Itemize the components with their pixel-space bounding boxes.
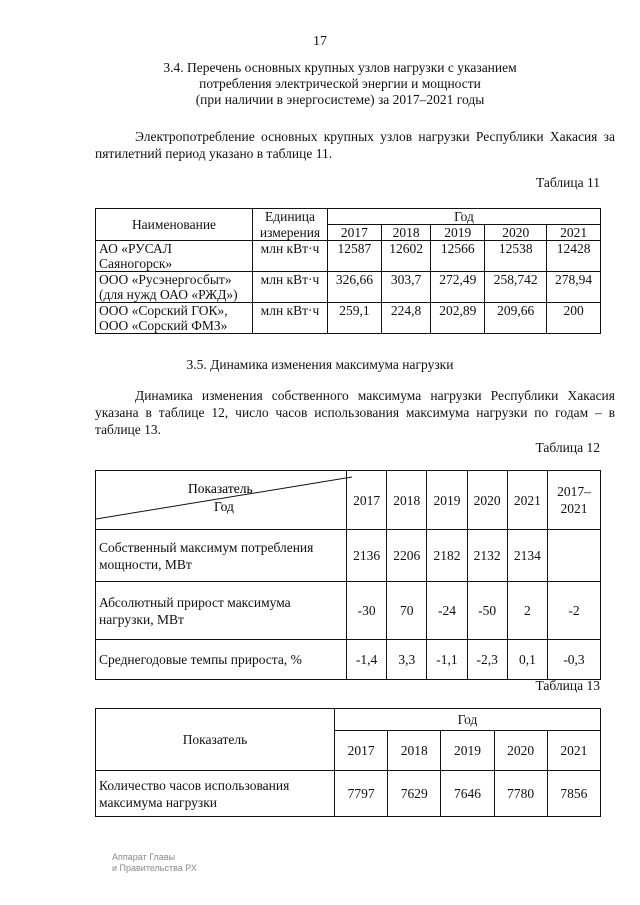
- table-row: [96, 640, 601, 680]
- row-label: Собственный максимум потребления мощности, МВт: [96, 530, 347, 582]
- cell-value: 259,1: [328, 303, 382, 334]
- cell-value: 209,66: [485, 303, 547, 334]
- col-header-unit-1: Единица: [253, 209, 328, 225]
- section-heading-3-5: 3.5. Динамика изменения максимума нагрузки: [186, 357, 454, 372]
- cell-value: [548, 530, 601, 582]
- cell-value: 303,7: [381, 272, 431, 303]
- stamp-line-1: Аппарат Главы: [112, 852, 176, 862]
- table-11: [95, 208, 601, 334]
- cell-value: 0,1: [507, 640, 547, 680]
- year-header: 2020: [494, 731, 547, 771]
- cell-value: -2: [548, 582, 601, 640]
- year-header: 2021: [547, 731, 600, 771]
- table-row: [96, 582, 601, 640]
- cell-value: 2182: [427, 530, 467, 582]
- cell-value: -50: [467, 582, 507, 640]
- table-11-caption: Таблица 11: [536, 175, 600, 190]
- year-header: 2020: [485, 225, 547, 241]
- cell-value: 278,94: [547, 272, 601, 303]
- table-row: [96, 530, 601, 582]
- cell-value: 7780: [494, 771, 547, 817]
- year-header: 2018: [387, 471, 427, 530]
- col-header-year: Год: [335, 709, 601, 731]
- table-header-row: [96, 209, 601, 225]
- row-name: ООО «Сорский ГОК», ООО «Сорский ФМЗ»: [96, 303, 253, 334]
- col-header-name: Наименование: [96, 209, 253, 241]
- cell-value: 2134: [507, 530, 547, 582]
- year-header: 2017: [335, 731, 388, 771]
- cell-value: 7797: [335, 771, 388, 817]
- row-name: АО «РУСАЛ Саяногорск»: [96, 241, 253, 272]
- year-header: 2021: [547, 225, 601, 241]
- year-header: 2019: [427, 471, 467, 530]
- paragraph-electricity: [95, 128, 615, 162]
- heading-line-3: (при наличии в энергосистеме) за 2017–2021 годы: [195, 92, 485, 107]
- section-heading-3-4: [60, 60, 620, 108]
- cell-value: -0,3: [548, 640, 601, 680]
- table-row: [96, 241, 601, 272]
- table-12-caption: Таблица 12: [535, 440, 600, 455]
- cell-value: 12566: [431, 241, 485, 272]
- row-unit: млн кВт·ч: [253, 241, 328, 272]
- cell-value: 3,3: [387, 640, 427, 680]
- cell-value: 12587: [328, 241, 382, 272]
- table-13-caption: Таблица 13: [535, 678, 600, 693]
- cell-value: 7646: [441, 771, 494, 817]
- table-12: [95, 470, 601, 680]
- page-number: 17: [313, 34, 327, 49]
- year-header: 2018: [381, 225, 431, 241]
- table-header-row: [96, 471, 601, 530]
- year-header: 2018: [388, 731, 441, 771]
- cell-value: -1,4: [347, 640, 387, 680]
- cell-value: -30: [347, 582, 387, 640]
- cell-value: 326,66: [328, 272, 382, 303]
- cell-value: -1,1: [427, 640, 467, 680]
- corner-top-label: Показатель: [188, 481, 253, 496]
- year-header: 2019: [441, 731, 494, 771]
- cell-value: 2: [507, 582, 547, 640]
- year-header: 2017: [347, 471, 387, 530]
- paragraph-dynamics-text: Динамика изменения собственного максимума нагрузки Республики Хакасия указана в таблице 12, число часов использования максимума нагрузки по годам – в таблице 13.: [95, 388, 615, 437]
- row-unit: млн кВт·ч: [253, 272, 328, 303]
- table-row: [96, 771, 601, 817]
- table-row: [96, 303, 601, 334]
- cell-value: 2132: [467, 530, 507, 582]
- cell-value: 2136: [347, 530, 387, 582]
- cell-value: 200: [547, 303, 601, 334]
- col-header-year: Год: [328, 209, 601, 225]
- year-header: 2020: [467, 471, 507, 530]
- row-label: Количество часов использования максимума нагрузки: [96, 771, 335, 817]
- cell-value: 202,89: [431, 303, 485, 334]
- paragraph-dynamics: [95, 387, 615, 438]
- row-unit: млн кВт·ч: [253, 303, 328, 334]
- cell-value: -24: [427, 582, 467, 640]
- cell-value: 224,8: [381, 303, 431, 334]
- year-header: 2017: [328, 225, 382, 241]
- table-header-row: [96, 709, 601, 731]
- cell-value: 12602: [381, 241, 431, 272]
- heading-line-2: потребления электрической энергии и мощности: [199, 76, 481, 91]
- office-stamp: [112, 852, 197, 874]
- cell-value: 12428: [547, 241, 601, 272]
- stamp-line-2: и Правительства РХ: [112, 863, 197, 873]
- diagonal-divider: [96, 471, 352, 529]
- heading-line-1: 3.4. Перечень основных крупных узлов нагрузки с указанием: [163, 60, 517, 75]
- table-13: [95, 708, 601, 817]
- paragraph-electricity-text: Электропотребление основных крупных узлов нагрузки Республики Хакасия за пятилетний период указано в таблице 11.: [95, 129, 615, 161]
- row-label: Абсолютный прирост максимума нагрузки, МВт: [96, 582, 347, 640]
- year-header: 2019: [431, 225, 485, 241]
- corner-cell: [96, 471, 347, 530]
- cell-value: 7629: [388, 771, 441, 817]
- period-header: 2017– 2021: [548, 471, 601, 530]
- cell-value: 258,742: [485, 272, 547, 303]
- col-header-name: Показатель: [96, 709, 335, 771]
- row-name: ООО «Русэнергосбыт» (для нужд ОАО «РЖД»): [96, 272, 253, 303]
- cell-value: -2,3: [467, 640, 507, 680]
- corner-bottom-label: Год: [214, 499, 234, 514]
- cell-value: 272,49: [431, 272, 485, 303]
- cell-value: 7856: [547, 771, 600, 817]
- col-header-unit-2: измерения: [253, 225, 328, 241]
- row-label: Среднегодовые темпы прироста, %: [96, 640, 347, 680]
- cell-value: 70: [387, 582, 427, 640]
- year-header: 2021: [507, 471, 547, 530]
- cell-value: 2206: [387, 530, 427, 582]
- table-row: [96, 272, 601, 303]
- cell-value: 12538: [485, 241, 547, 272]
